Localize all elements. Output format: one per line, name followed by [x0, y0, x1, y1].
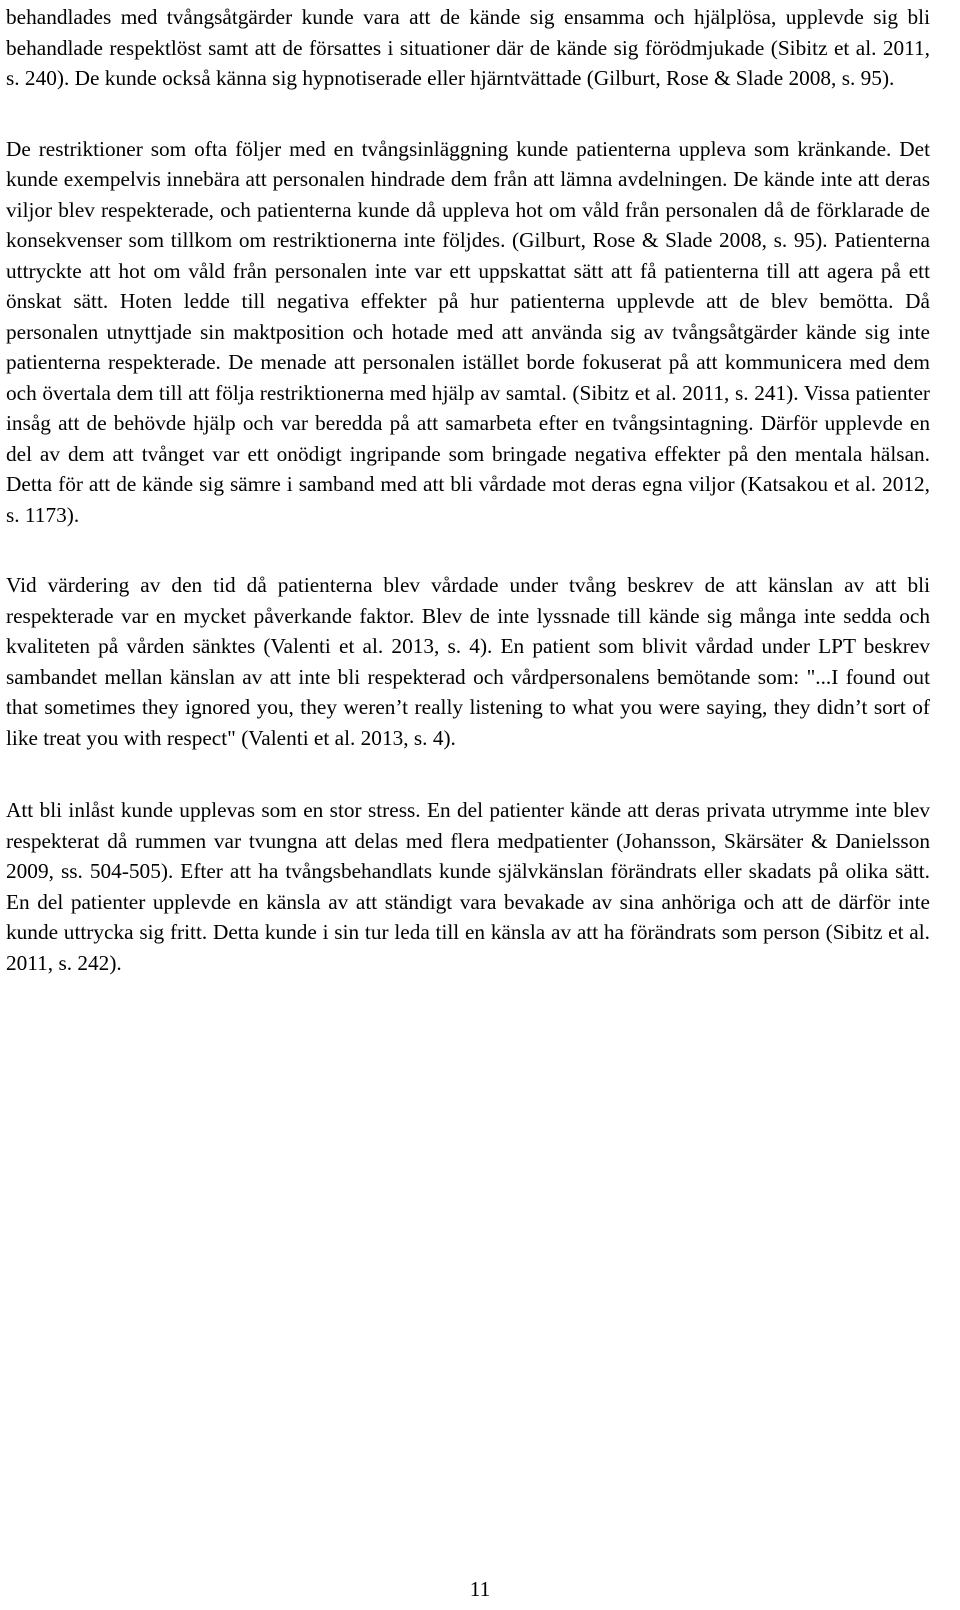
paragraph-sentence: Hoten ledde till negativa effekter på hur patienterna upplevde att de blev bemötta. [108, 289, 894, 313]
paragraph-sentence: Vissa patienter insåg att de behövde hjälp och var beredda på att samarbeta efter en tvångsintagning. [6, 380, 930, 435]
paragraph-sentence: Detta kunde i sin tur leda till en känsla av att ha förändrats som person (Sibitz et al. 2011, s. 242). [6, 920, 930, 975]
paragraph-sentence: Blev de inte lyssnade till kände sig många inte sedda och kvaliteten på vården sänktes (Valenti et al. 2013, s. 4). [6, 603, 931, 658]
paragraph-sentence: De kände inte att deras viljor blev respekterade, och patienterna kunde då uppleva hot om våld från personalen då de förklarade de konsekvenser som tillkom om restriktionerna inte följdes. (Gilburt, Rose & Slade 2008, s. 95). [6, 167, 930, 252]
paragraph-sentence: Efter att ha tvångsbehandlats kunde självkänslan förändrats eller skadats på olika sätt. [173, 859, 930, 883]
page-number: 11 [469, 1577, 491, 1601]
paragraph-sentence: Patienterna uttryckte att hot om våld från personalen inte var ett uppskattat sätt att få patienterna till att agera på ett önskat sätt. [6, 228, 930, 313]
document-page [6, 2, 930, 978]
body-paragraph [6, 570, 930, 753]
body-paragraph [6, 795, 930, 978]
body-paragraph [6, 2, 930, 94]
paragraph-sentence: De menade att personalen istället borde fokuserat på att kommunicera med dem och övertala dem till att följa restriktionerna med hjälp av samtal. (Sibitz et al. 2011, s. 241). [6, 350, 930, 405]
paragraph-sentence: Detta för att de kände sig sämre i samband med att bli vårdade mot deras egna viljor (Katsakou et al. 2012, s. 1173). [6, 472, 930, 527]
paragraph-sentence: Då personalen utnyttjade sin maktposition och hotade med att använda sig av tvångsåtgärder kände sig inte patienterna respekterade. [6, 289, 930, 374]
paragraph-sentence: Att bli inlåst kunde upplevas som en stor stress. [6, 798, 421, 822]
paragraph-sentence: En del patienter upplevde en känsla av att ständigt vara bevakade av sina anhöriga och att de därför inte kunde uttrycka sig fritt. [6, 889, 930, 944]
paragraph-sentence: Därför upplevde en del av dem att tvånget var ett onödigt ingripande som bringade negativa effekter på den mentala hälsan. [6, 411, 930, 466]
paragraph-sentence: De kunde också känna sig hypnotiserade eller hjärntvättade (Gilburt, Rose & Slade 2008, s. 95). [69, 66, 895, 90]
paragraph-sentence: behandlades med tvångsåtgärder kunde vara att de kände sig ensamma och hjälplösa, upplevde sig bli behandlade respektlöst samt att de försattes i situationer där de kände sig förödmjukade (Sibitz et al. 2011, s. 240). [6, 5, 930, 90]
paragraph-sentence: En patient som blivit vårdad under LPT beskrev sambandet mellan känslan av att inte bli respekterad och vårdpersonalens bemötande som: "...I found out that sometimes they ignored you, they weren’t really listening to what you were saying, they didn’t sort of like treat you with respect" (Valenti et al. 2013, s. 4). [6, 634, 931, 750]
paragraph-sentence: De restriktioner som ofta följer med en tvångsinläggning kunde patienterna uppleva som kränkande. [6, 136, 892, 161]
body-paragraph [6, 134, 930, 531]
paragraph-sentence: Det kunde exempelvis innebära att personalen hindrade dem från att lämna avdelningen. [6, 136, 930, 191]
paragraph-sentence: En del patienter kände att deras privata utrymme inte blev respekterat då rummen var tvungna att delas med flera medpatienter (Johansson, Skärsäter & Danielsson 2009, ss. 504-505). [6, 798, 930, 883]
page-number-footer [0, 1576, 960, 1602]
paragraph-sentence: Vid värdering av den tid då patienterna blev vårdade under tvång beskrev de att känslan av att bli respekterade var en mycket påverkande faktor. [6, 573, 930, 628]
